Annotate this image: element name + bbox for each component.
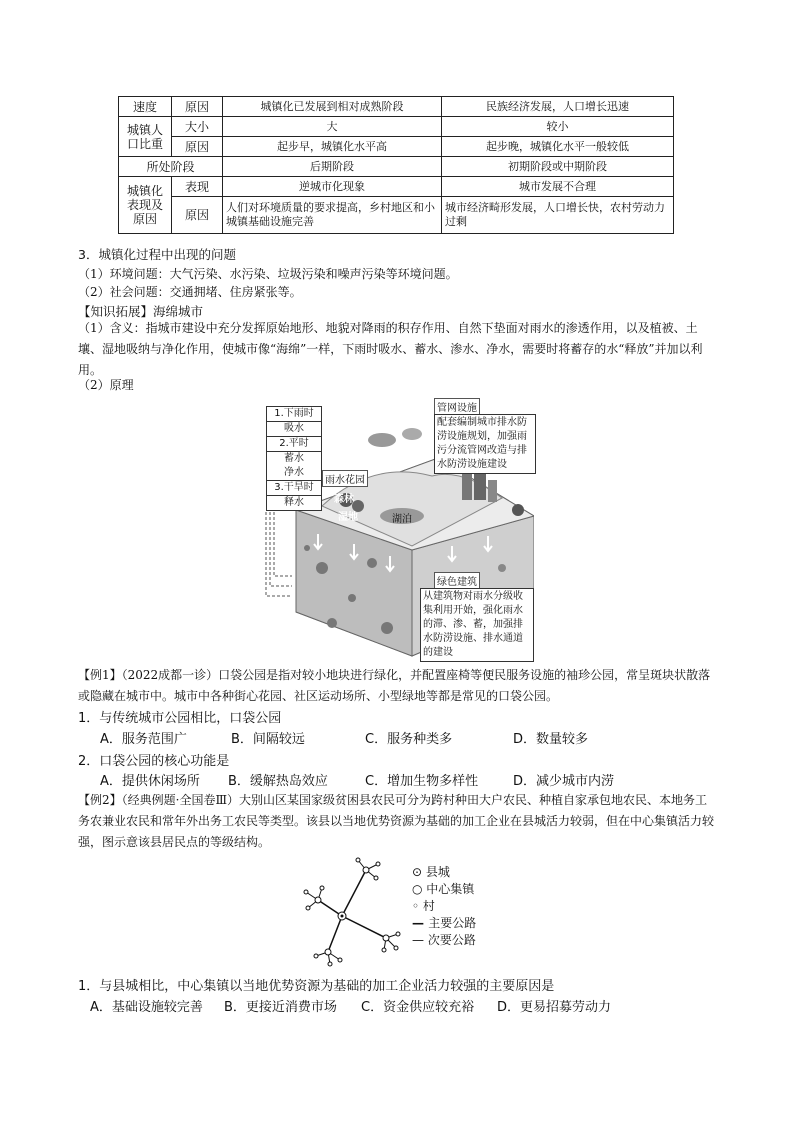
stage-label: 3.干旱时 — [267, 480, 321, 496]
legend-item: — 次要公路 — [412, 933, 476, 947]
question: 1．与县城相比，中心集镇以当地优势资源为基础的加工企业活力较强的主要原因是 — [78, 979, 555, 994]
expand-meaning: （1）含义：指城市建设中充分发挥原始地形、地貌对降雨的积存作用、自然下垫面对雨水的渗透作用，以及植被、土壤、湿地吸纳与净化作用，使城市像“海绵”一样，下雨时吸水、蓄水、渗水、净水，需要时将蓄存的水“释放”并加以利用。 — [78, 321, 703, 377]
question: 2．口袋公园的核心功能是 — [78, 754, 230, 769]
cell: 大小 — [172, 117, 223, 137]
stage-action: 净水 — [284, 467, 304, 478]
cell: 城市发展不合理 — [442, 177, 674, 197]
comparison-table — [118, 96, 674, 234]
settlement-network — [300, 856, 410, 968]
cell: 大 — [223, 117, 442, 137]
legend-item: ◦ 村 — [412, 899, 435, 913]
table-row — [119, 97, 674, 117]
option-d[interactable]: D．减少城市内涝 — [513, 774, 615, 789]
option-a[interactable]: A．提供休闲场所 — [100, 774, 200, 789]
green-text: 从建筑物对雨水分级收集利用开始，强化雨水的滞、渗、蓄，加强排水防涝设施、排水通道的建设 — [420, 588, 534, 662]
cell: 原因 — [172, 137, 223, 157]
table-row — [119, 157, 674, 177]
cell: 后期阶段 — [223, 157, 442, 177]
pipe-title: 管网设施 — [434, 398, 480, 415]
lake-label: 湖泊 — [392, 514, 412, 525]
cell: 原因 — [172, 197, 223, 234]
option-b[interactable]: B．间隔较远 — [231, 732, 305, 747]
green-title: 绿色建筑 — [434, 572, 480, 589]
wetland-label: 湿地 — [338, 512, 358, 523]
section-title: 3．城镇化过程中出现的问题 — [78, 247, 236, 262]
stage-action: 释水 — [284, 497, 304, 508]
option-a[interactable]: A．服务范围广 — [100, 732, 187, 747]
cell: 人们对环境质量的要求提高，乡村地区和小城镇基础设施完善 — [223, 197, 442, 234]
forest-label: 森林 — [334, 494, 354, 505]
table-row — [119, 197, 674, 234]
table-row — [119, 177, 674, 197]
minor-road-icon: — — [412, 933, 428, 947]
cell: 起步晚，城镇化水平一般较低 — [442, 137, 674, 157]
expand-principle: （2）原理 — [78, 378, 134, 392]
option-c[interactable]: C．服务种类多 — [365, 732, 453, 747]
town-icon: ○ — [412, 882, 427, 896]
cell: 较小 — [442, 117, 674, 137]
cell: 城市经济畸形发展，人口增长快，农村劳动力过剩 — [442, 197, 674, 234]
settlement-legend — [412, 864, 476, 949]
rain-garden-label: 雨水花园 — [322, 470, 368, 487]
option-c[interactable]: C．资金供应较充裕 — [361, 1000, 475, 1015]
example2-text: 【例2】（经典例题·全国卷Ⅲ）大别山区某国家级贫困县农民可分为跨村种田大户农民、种植自家承包地农民、本地务工务农兼业农民和常年外出务工农民等类型。该县以当地优势资源为基础的加工企业在县城活力较弱，但在中心集镇活力较强，图示意该县居民点的等级结构。 — [78, 793, 715, 849]
cell: 表现 — [172, 177, 223, 197]
stage-label: 1.下雨时 — [267, 407, 321, 422]
settlement-diagram — [300, 856, 500, 968]
cell: 城镇人口比重 — [119, 117, 172, 157]
cell: 所处阶段 — [119, 157, 223, 177]
cell: 初期阶段或中期阶段 — [442, 157, 674, 177]
county-icon: ⊙ — [412, 865, 426, 879]
cell: 逆城市化现象 — [223, 177, 442, 197]
expand-title: 【知识拓展】海绵城市 — [78, 304, 204, 319]
cell: 城镇化已发展到相对成熟阶段 — [223, 97, 442, 117]
option-d[interactable]: D．更易招募劳动力 — [497, 1000, 612, 1015]
option-b[interactable]: B．更接近消费市场 — [224, 1000, 337, 1015]
stage-action: 蓄水 — [284, 453, 304, 464]
example1-text: 【例1】（2022成都一诊）口袋公园是指对较小地块进行绿化，并配置座椅等便民服务设施的袖珍公园，常呈斑块状散落或隐藏在城市中。城市中各种街心花园、社区运动场所、小型绿地等都是常见的口袋公园。 — [78, 668, 711, 703]
stage-action: 吸水 — [284, 423, 304, 434]
legend-item: — 主要公路 — [412, 916, 477, 930]
env-issue: （1）环境问题：大气污染、水污染、垃圾污染和噪声污染等环境问题。 — [78, 267, 458, 281]
option-b[interactable]: B．缓解热岛效应 — [228, 774, 328, 789]
stage-label: 2.平时 — [267, 436, 321, 452]
legend-item: ⊙ 县城 — [412, 865, 450, 879]
cell: 原因 — [172, 97, 223, 117]
option-a[interactable]: A．基础设施较完善 — [90, 1000, 203, 1015]
cell: 城镇化表现及原因 — [119, 177, 172, 234]
option-d[interactable]: D．数量较多 — [513, 732, 589, 747]
table-row — [119, 137, 674, 157]
cell: 民族经济发展，人口增长迅速 — [442, 97, 674, 117]
option-c[interactable]: C．增加生物多样性 — [365, 774, 479, 789]
cell: 速度 — [119, 97, 172, 117]
legend-item: ○ 中心集镇 — [412, 882, 475, 896]
cell: 起步早，城镇化水平高 — [223, 137, 442, 157]
stage-legend — [266, 406, 322, 511]
question: 1．与传统城市公园相比，口袋公园 — [78, 711, 282, 726]
social-issue: （2）社会问题：交通拥堵、住房紧张等。 — [78, 285, 302, 299]
main-road-icon: — — [412, 916, 429, 930]
sponge-city-diagram — [262, 398, 534, 660]
pipe-text: 配套编制城市排水防涝设施规划，加强雨污分流管网改造与排水防涝设施建设 — [434, 414, 536, 474]
village-icon: ◦ — [412, 899, 423, 913]
table-row — [119, 117, 674, 137]
